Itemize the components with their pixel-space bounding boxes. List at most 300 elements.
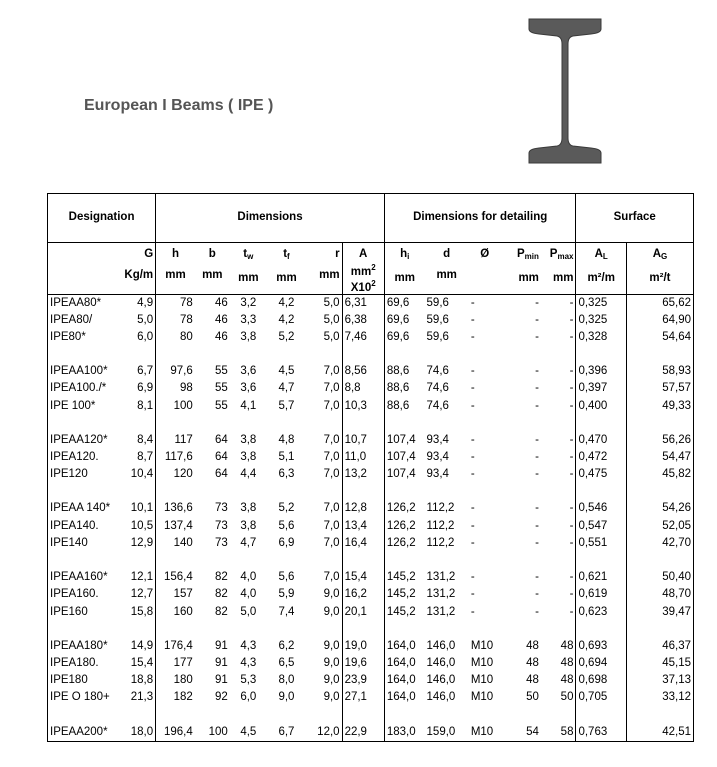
cell-al: 0,475 bbox=[576, 466, 626, 483]
cell-designation: IPE 100* bbox=[48, 398, 112, 415]
cell-al: 0,472 bbox=[576, 449, 626, 466]
cell-tf: 5,7 bbox=[278, 399, 295, 412]
cell-phi: - bbox=[470, 588, 475, 601]
cell-pmax: - bbox=[569, 433, 574, 446]
cell-pmin: - bbox=[535, 382, 539, 395]
cell-pmax: - bbox=[569, 313, 574, 326]
cell-hi: 88,6 bbox=[384, 398, 424, 415]
spacer-cell bbox=[230, 621, 267, 638]
cell-pmax: - bbox=[569, 588, 574, 601]
cell-tw: 4,0 bbox=[240, 571, 257, 584]
cell-ag: 46,37 bbox=[626, 638, 693, 655]
spacer-cell bbox=[501, 707, 541, 724]
cell-a: 19,0 bbox=[342, 638, 384, 655]
cell-b: 82 bbox=[215, 588, 228, 601]
spacer-cell bbox=[626, 483, 693, 500]
cell-b: 92 bbox=[215, 691, 228, 704]
spacer-cell bbox=[425, 346, 469, 363]
cell-pmin: - bbox=[535, 519, 539, 532]
cell-r: 9,0 bbox=[323, 588, 340, 601]
cell-hi: 145,2 bbox=[384, 569, 424, 586]
cell-a: 12,8 bbox=[342, 500, 384, 517]
spacer-cell bbox=[306, 415, 342, 432]
cell-tf: 5,2 bbox=[278, 331, 295, 344]
spacer-cell bbox=[541, 415, 576, 432]
spacer-cell bbox=[501, 621, 541, 638]
cell-phi: - bbox=[470, 468, 475, 481]
cell-tf: 6,7 bbox=[267, 724, 306, 742]
cell-pmin: - bbox=[535, 451, 539, 464]
cell-pmin: - bbox=[535, 588, 539, 601]
spacer-cell bbox=[626, 552, 693, 569]
header-r: r mm bbox=[306, 243, 342, 295]
cell-h: 78 bbox=[156, 294, 195, 312]
cell-r: 9,0 bbox=[323, 691, 340, 704]
cell-al: 0,328 bbox=[576, 329, 626, 346]
spacer-cell bbox=[48, 483, 112, 500]
spacer-cell bbox=[469, 346, 501, 363]
cell-hi: 107,4 bbox=[384, 449, 424, 466]
cell-ag: 54,64 bbox=[626, 329, 693, 346]
cell-ag: 57,57 bbox=[626, 380, 693, 397]
cell-hi: 126,2 bbox=[384, 500, 424, 517]
spacer-cell bbox=[306, 483, 342, 500]
cell-pmin: - bbox=[535, 502, 539, 515]
table-row bbox=[48, 449, 694, 466]
cell-tf: 5,1 bbox=[278, 451, 295, 464]
table-row bbox=[48, 586, 694, 603]
cell-a: 8,8 bbox=[342, 380, 384, 397]
cell-pmin: 48 bbox=[526, 656, 539, 669]
cell-d: 159,0 bbox=[425, 724, 469, 742]
cell-g: 15,4 bbox=[130, 656, 154, 669]
cell-tw: 6,0 bbox=[240, 691, 257, 704]
table-row bbox=[48, 724, 694, 742]
cell-r: 7,0 bbox=[323, 451, 340, 464]
cell-pmin: - bbox=[535, 365, 539, 378]
cell-h: 156,4 bbox=[156, 569, 195, 586]
spacer-cell bbox=[384, 707, 424, 724]
cell-tf: 6,3 bbox=[278, 468, 295, 481]
group-spacer-row bbox=[48, 707, 694, 724]
group-header-row bbox=[48, 194, 694, 243]
cell-phi: M10 bbox=[470, 639, 494, 652]
cell-pmax: - bbox=[569, 502, 574, 515]
cell-hi: 164,0 bbox=[384, 672, 424, 689]
cell-d: 59,6 bbox=[426, 296, 449, 309]
spacer-cell bbox=[48, 415, 112, 432]
cell-b: 46 bbox=[215, 331, 228, 344]
cell-h: 182 bbox=[156, 689, 195, 706]
cell-a: 10,3 bbox=[342, 398, 384, 415]
spacer-cell bbox=[195, 415, 230, 432]
cell-hi: 145,2 bbox=[384, 604, 424, 621]
cell-al: 0,400 bbox=[576, 398, 626, 415]
cell-d: 146,0 bbox=[426, 639, 456, 652]
spacer-cell bbox=[230, 483, 267, 500]
cell-d: 74,6 bbox=[426, 382, 449, 395]
cell-g: 15,8 bbox=[130, 605, 154, 618]
cell-pmin: - bbox=[535, 296, 539, 309]
spacer-cell bbox=[626, 707, 693, 724]
cell-a: 6,31 bbox=[342, 294, 384, 312]
cell-b: 55 bbox=[215, 382, 228, 395]
cell-ag: 65,62 bbox=[626, 294, 693, 312]
cell-a: 13,2 bbox=[342, 466, 384, 483]
cell-a: 19,6 bbox=[342, 655, 384, 672]
cell-al: 0,547 bbox=[576, 518, 626, 535]
cell-a: 10,7 bbox=[342, 432, 384, 449]
cell-r: 7,0 bbox=[323, 365, 340, 378]
cell-phi: - bbox=[470, 519, 475, 532]
table-row bbox=[48, 380, 694, 397]
group-surface: Surface bbox=[576, 194, 694, 243]
cell-g: 5,0 bbox=[137, 313, 154, 326]
spacer-cell bbox=[48, 621, 112, 638]
cell-d: 74,6 bbox=[426, 399, 449, 412]
cell-al: 0,397 bbox=[576, 380, 626, 397]
cell-a: 15,4 bbox=[342, 569, 384, 586]
cell-r: 5,0 bbox=[323, 331, 340, 344]
header-g: G Kg/m bbox=[111, 243, 155, 295]
cell-ag: 56,26 bbox=[626, 432, 693, 449]
cell-d: 93,4 bbox=[426, 433, 449, 446]
cell-h: 196,4 bbox=[156, 724, 195, 742]
cell-phi: - bbox=[470, 313, 475, 326]
header-pmin: $P_{min}$ mm bbox=[501, 243, 541, 295]
cell-pmax: - bbox=[569, 519, 574, 532]
i-beam-profile-icon bbox=[528, 18, 602, 164]
spacer-cell bbox=[156, 483, 195, 500]
cell-pmax: 48 bbox=[560, 656, 574, 669]
cell-pmin: - bbox=[535, 536, 539, 549]
cell-tw: 4,1 bbox=[240, 399, 257, 412]
cell-b: 82 bbox=[215, 605, 228, 618]
spacer-cell bbox=[501, 415, 541, 432]
cell-g: 21,3 bbox=[130, 691, 154, 704]
spacer-cell bbox=[230, 346, 267, 363]
cell-g: 8,1 bbox=[137, 399, 154, 412]
cell-al: 0,325 bbox=[576, 294, 626, 312]
cell-tw: 4,7 bbox=[240, 536, 257, 549]
table-row bbox=[48, 604, 694, 621]
spacer-cell bbox=[342, 552, 384, 569]
spacer-cell bbox=[425, 415, 469, 432]
cell-d: 93,4 bbox=[426, 451, 449, 464]
cell-h: 98 bbox=[156, 380, 195, 397]
cell-r: 7,0 bbox=[323, 536, 340, 549]
cell-phi: - bbox=[470, 433, 475, 446]
cell-g: 18,8 bbox=[130, 674, 154, 687]
header-h: h mm bbox=[156, 243, 195, 295]
cell-al: 0,693 bbox=[576, 638, 626, 655]
cell-a: 6,38 bbox=[342, 312, 384, 329]
cell-a: 8,56 bbox=[342, 363, 384, 380]
spacer-cell bbox=[425, 621, 469, 638]
cell-designation: IPEAA120* bbox=[48, 432, 112, 449]
cell-r: 7,0 bbox=[323, 399, 340, 412]
cell-tw: 4,3 bbox=[240, 656, 257, 669]
spacer-cell bbox=[576, 483, 626, 500]
spacer-cell bbox=[195, 707, 230, 724]
spacer-cell bbox=[384, 346, 424, 363]
cell-tf: 4,5 bbox=[278, 365, 295, 378]
cell-r: 12,0 bbox=[306, 724, 342, 742]
cell-ag: 45,15 bbox=[626, 655, 693, 672]
spacer-cell bbox=[576, 621, 626, 638]
cell-ag: 48,70 bbox=[626, 586, 693, 603]
spacer-cell bbox=[156, 346, 195, 363]
table-row bbox=[48, 638, 694, 655]
spacer-cell bbox=[342, 415, 384, 432]
cell-h: 97,6 bbox=[156, 363, 195, 380]
group-detailing: Dimensions for detailing bbox=[384, 194, 576, 243]
cell-g: 10,5 bbox=[130, 519, 154, 532]
cell-hi: 164,0 bbox=[384, 655, 424, 672]
cell-ag: 54,26 bbox=[626, 500, 693, 517]
cell-d: 93,4 bbox=[426, 468, 449, 481]
cell-phi: - bbox=[470, 365, 475, 378]
table-row bbox=[48, 294, 694, 312]
cell-pmin: 54 bbox=[501, 724, 541, 742]
cell-designation: IPEA80/ bbox=[48, 312, 112, 329]
cell-al: 0,621 bbox=[576, 569, 626, 586]
spacer-cell bbox=[195, 346, 230, 363]
cell-r: 7,0 bbox=[323, 519, 340, 532]
cell-g: 10,4 bbox=[130, 468, 154, 481]
header-ag: $A_G$ m²/t bbox=[626, 243, 693, 295]
spacer-cell bbox=[469, 707, 501, 724]
cell-d: 131,2 bbox=[426, 588, 456, 601]
cell-r: 7,0 bbox=[323, 502, 340, 515]
cell-r: 9,0 bbox=[323, 674, 340, 687]
spacer-cell bbox=[626, 346, 693, 363]
cell-tw: 4,4 bbox=[240, 468, 257, 481]
table-row bbox=[48, 535, 694, 552]
cell-b: 64 bbox=[215, 451, 228, 464]
cell-tw: 3,8 bbox=[240, 502, 257, 515]
cell-hi: 88,6 bbox=[384, 363, 424, 380]
cell-designation: IPE140 bbox=[48, 535, 112, 552]
spacer-cell bbox=[501, 346, 541, 363]
spacer-cell bbox=[342, 483, 384, 500]
spacer-cell bbox=[469, 621, 501, 638]
spacer-cell bbox=[425, 707, 469, 724]
cell-ag: 54,47 bbox=[626, 449, 693, 466]
cell-b: 91 bbox=[215, 674, 228, 687]
cell-h: 136,6 bbox=[156, 500, 195, 517]
cell-g: 6,7 bbox=[137, 365, 154, 378]
cell-a: 27,1 bbox=[342, 689, 384, 706]
cell-pmax: 50 bbox=[560, 691, 574, 704]
header-a: A $mm^2$ $X10^2$ bbox=[342, 243, 384, 295]
cell-phi: - bbox=[470, 571, 475, 584]
cell-h: 180 bbox=[156, 672, 195, 689]
header-phi: Ø bbox=[469, 243, 501, 295]
cell-a: 22,9 bbox=[342, 724, 384, 742]
cell-ag: 33,12 bbox=[626, 689, 693, 706]
spacer-cell bbox=[469, 415, 501, 432]
spacer-cell bbox=[267, 415, 306, 432]
cell-pmax: - bbox=[569, 571, 574, 584]
cell-r: 7,0 bbox=[323, 433, 340, 446]
cell-phi: M10 bbox=[470, 691, 494, 704]
group-spacer-row bbox=[48, 415, 694, 432]
spacer-cell bbox=[156, 415, 195, 432]
cell-h: 117 bbox=[156, 432, 195, 449]
cell-tf: 4,2 bbox=[278, 296, 295, 309]
cell-designation: IPEAA180* bbox=[48, 638, 112, 655]
cell-tf: 4,2 bbox=[278, 313, 295, 326]
spacer-cell bbox=[267, 621, 306, 638]
cell-pmax: - bbox=[569, 382, 574, 395]
table-row bbox=[48, 398, 694, 415]
cell-tw: 3,8 bbox=[240, 433, 257, 446]
cell-phi: - bbox=[470, 382, 475, 395]
cell-tw: 3,2 bbox=[240, 296, 257, 309]
header-tf: $t_f$ mm bbox=[267, 243, 306, 295]
cell-tf: 6,2 bbox=[278, 639, 295, 652]
table-row bbox=[48, 655, 694, 672]
cell-al: 0,698 bbox=[576, 672, 626, 689]
cell-r: 9,0 bbox=[323, 605, 340, 618]
cell-d: 59,6 bbox=[426, 313, 449, 326]
group-spacer-row bbox=[48, 621, 694, 638]
cell-designation: IPE120 bbox=[48, 466, 112, 483]
cell-d: 146,0 bbox=[426, 656, 456, 669]
cell-h: 78 bbox=[156, 312, 195, 329]
cell-d: 112,2 bbox=[426, 536, 455, 549]
cell-tw: 5,3 bbox=[240, 674, 257, 687]
cell-g: 12,9 bbox=[130, 536, 154, 549]
cell-b: 46 bbox=[215, 296, 228, 309]
cell-hi: 126,2 bbox=[384, 535, 424, 552]
cell-tw: 4,0 bbox=[240, 588, 257, 601]
spacer-cell bbox=[156, 707, 195, 724]
cell-b: 73 bbox=[215, 519, 228, 532]
cell-hi: 126,2 bbox=[384, 518, 424, 535]
page-title: European I Beams ( IPE ) bbox=[84, 97, 274, 114]
spacer-cell bbox=[111, 346, 155, 363]
cell-designation: IPE80* bbox=[48, 329, 112, 346]
cell-pmax: - bbox=[569, 331, 574, 344]
cell-tw: 3,8 bbox=[240, 519, 257, 532]
cell-al: 0,470 bbox=[576, 432, 626, 449]
cell-al: 0,551 bbox=[576, 535, 626, 552]
cell-al: 0,705 bbox=[576, 689, 626, 706]
cell-b: 91 bbox=[215, 639, 228, 652]
spacer-cell bbox=[342, 346, 384, 363]
spacer-cell bbox=[267, 707, 306, 724]
cell-d: 131,2 bbox=[426, 571, 456, 584]
spacer-cell bbox=[230, 415, 267, 432]
cell-designation: IPE O 180+ bbox=[48, 689, 112, 706]
spacer-cell bbox=[111, 621, 155, 638]
cell-b: 82 bbox=[215, 571, 228, 584]
spacer-cell bbox=[384, 483, 424, 500]
cell-designation: IPEA180. bbox=[48, 655, 112, 672]
spacer-cell bbox=[306, 346, 342, 363]
header-b: b mm bbox=[195, 243, 230, 295]
spacer-cell bbox=[306, 552, 342, 569]
cell-b: 91 bbox=[215, 656, 228, 669]
cell-al: 0,694 bbox=[576, 655, 626, 672]
spacer-cell bbox=[576, 552, 626, 569]
cell-g: 12,1 bbox=[130, 571, 154, 584]
cell-a: 7,46 bbox=[342, 329, 384, 346]
table-row bbox=[48, 312, 694, 329]
group-spacer-row bbox=[48, 552, 694, 569]
table-row bbox=[48, 363, 694, 380]
spacer-cell bbox=[156, 552, 195, 569]
header-al: $A_L$ m²/m bbox=[576, 243, 626, 295]
table-row bbox=[48, 500, 694, 517]
cell-designation: IPEAA160* bbox=[48, 569, 112, 586]
spacer-cell bbox=[626, 415, 693, 432]
cell-pmin: - bbox=[535, 571, 539, 584]
cell-a: 16,2 bbox=[342, 586, 384, 603]
cell-designation: IPEAA80* bbox=[48, 294, 112, 312]
cell-al: 0,619 bbox=[576, 586, 626, 603]
cell-r: 7,0 bbox=[323, 571, 340, 584]
cell-pmin: 48 bbox=[526, 639, 539, 652]
spacer-cell bbox=[342, 621, 384, 638]
spacer-cell bbox=[541, 483, 576, 500]
table-row bbox=[48, 569, 694, 586]
cell-ag: 49,33 bbox=[626, 398, 693, 415]
cell-pmax: - bbox=[569, 451, 574, 464]
cell-pmin: - bbox=[535, 331, 539, 344]
cell-d: 131,2 bbox=[426, 605, 456, 618]
cell-d: 59,6 bbox=[426, 331, 449, 344]
cell-h: 120 bbox=[156, 466, 195, 483]
cell-designation: IPEA160. bbox=[48, 586, 112, 603]
cell-r: 9,0 bbox=[323, 639, 340, 652]
header-hi: $h_i$ mm bbox=[384, 243, 424, 295]
cell-hi: 107,4 bbox=[384, 466, 424, 483]
cell-hi: 164,0 bbox=[384, 689, 424, 706]
cell-pmax: - bbox=[569, 468, 574, 481]
cell-tf: 5,6 bbox=[278, 519, 295, 532]
spacer-cell bbox=[267, 346, 306, 363]
spacer-cell bbox=[306, 621, 342, 638]
cell-g: 18,0 bbox=[111, 724, 155, 742]
cell-r: 7,0 bbox=[323, 468, 340, 481]
cell-hi: 183,0 bbox=[384, 724, 424, 742]
spacer-cell bbox=[541, 552, 576, 569]
cell-tw: 5,0 bbox=[240, 605, 257, 618]
cell-pmax: 48 bbox=[560, 639, 574, 652]
table-row bbox=[48, 432, 694, 449]
group-spacer-row bbox=[48, 346, 694, 363]
cell-pmax: - bbox=[569, 605, 574, 618]
cell-d: 146,0 bbox=[426, 691, 456, 704]
cell-phi: - bbox=[470, 502, 475, 515]
cell-phi: M10 bbox=[470, 674, 494, 687]
spacer-cell bbox=[425, 552, 469, 569]
cell-b: 100 bbox=[195, 724, 230, 742]
cell-tw: 3,3 bbox=[240, 313, 257, 326]
cell-g: 12,7 bbox=[130, 588, 154, 601]
spacer-cell bbox=[156, 621, 195, 638]
cell-hi: 69,6 bbox=[384, 329, 424, 346]
spacer-cell bbox=[576, 707, 626, 724]
cell-phi: - bbox=[470, 296, 475, 309]
group-designation: Designation bbox=[48, 194, 156, 243]
table-row bbox=[48, 329, 694, 346]
cell-tw: 3,8 bbox=[240, 331, 257, 344]
cell-ag: 37,13 bbox=[626, 672, 693, 689]
